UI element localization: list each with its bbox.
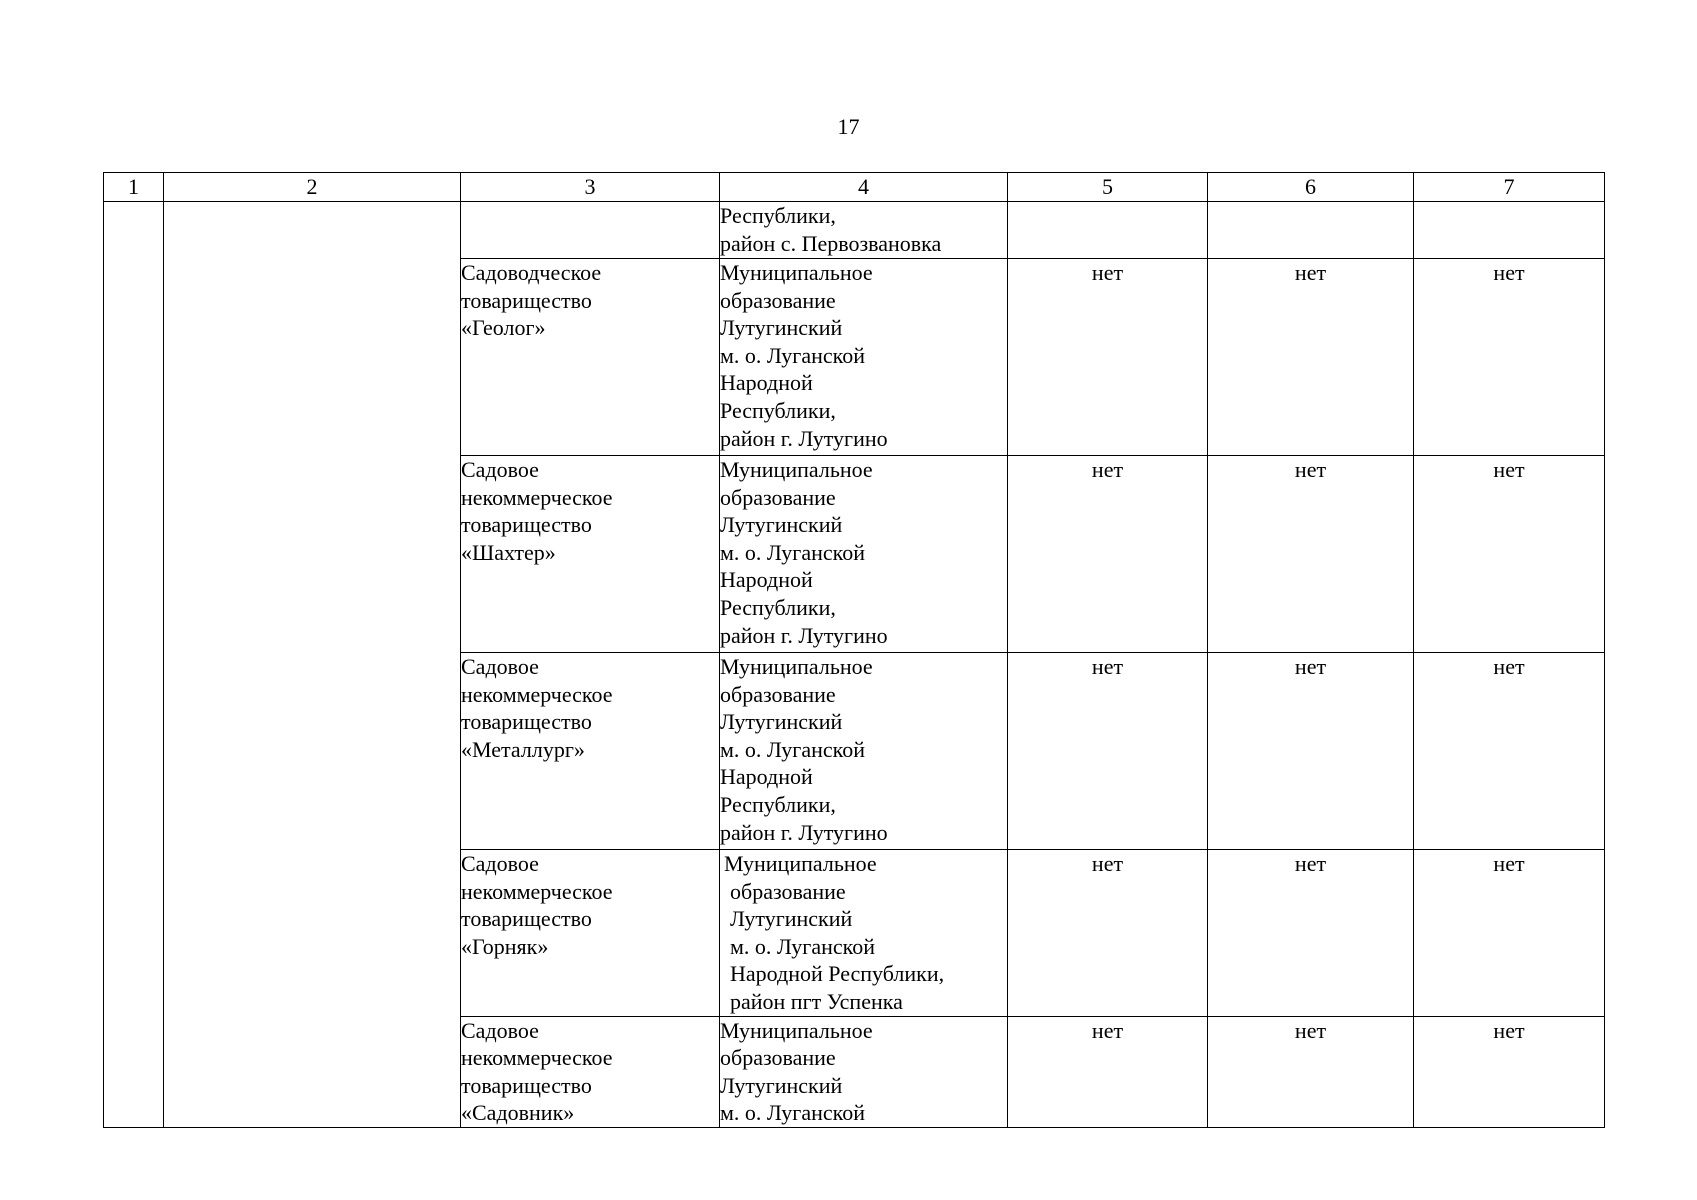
table-row [104,202,1605,259]
cell-organization [461,653,720,850]
registry-table [103,172,1605,1128]
cell-col-1-merged [104,202,164,1128]
location-line: м. о. Луганской [720,539,865,565]
cell-organization [461,202,720,259]
cell-col-5: нет [1008,850,1208,1017]
cell-location [720,850,1008,1017]
organization-line: «Шахтер» [461,539,556,565]
organization-line: товарищество [461,709,592,735]
location-line: Республики, [720,594,836,620]
location-line: район г. Лутугино [720,819,888,845]
cell-col-5: нет [1008,1016,1208,1127]
cell-location [720,259,1008,456]
location-line: образование [720,681,836,707]
location-line: Лутугинский [720,512,843,538]
location-line: Муниципальное [720,1017,873,1043]
cell-col-6: нет [1208,850,1414,1017]
cell-col-5: нет [1008,456,1208,653]
location-line: образование [720,1045,836,1071]
organization-line: Садовое [461,851,539,876]
header-row [104,173,1605,202]
location-line: Народной [720,567,813,593]
organization-line: Садовое [461,1017,539,1043]
location-line: Республики, [720,791,836,817]
location-line: образование [730,878,846,904]
organization-line: товарищество [461,1072,592,1098]
cell-col-6: нет [1208,1016,1414,1127]
location-line: образование [720,287,836,313]
cell-col-2-merged [164,202,461,1128]
cell-organization [461,456,720,653]
page-number: 17 [837,114,860,139]
cell-col-6: нет [1208,653,1414,850]
organization-line: некоммерческое [461,484,613,510]
organization-line: некоммерческое [461,1045,613,1071]
organization-line: «Горняк» [461,933,549,959]
location-line: Муниципальное [720,654,873,679]
location-line: образование [720,484,836,510]
location-line: Республики, [720,203,836,228]
cell-organization [461,1016,720,1127]
header-col-3: 3 [461,173,720,202]
organization-line: «Садовник» [461,1100,575,1126]
cell-col-6 [1208,202,1414,259]
location-line: Муниципальное [724,851,877,876]
cell-col-6: нет [1208,259,1414,456]
location-line: район г. Лутугино [720,622,888,648]
location-line: м. о. Луганской [720,1100,865,1126]
cell-location [720,1016,1008,1127]
cell-col-5 [1008,202,1208,259]
organization-line: Садовое [461,654,539,679]
header-col-7: 7 [1414,173,1605,202]
organization-line: «Металлург» [461,736,585,762]
organization-line: товарищество [461,512,592,538]
location-line: Лутугинский [730,906,853,932]
cell-col-5: нет [1008,259,1208,456]
location-line: Муниципальное [720,260,873,285]
organization-line: некоммерческое [461,878,613,904]
cell-col-7: нет [1414,653,1605,850]
header-col-1: 1 [104,173,164,202]
location-line: район г. Лутугино [720,425,888,451]
cell-location [720,202,1008,259]
location-line: район с. Первозвановка [720,230,942,256]
location-line: м. о. Луганской [720,342,865,368]
cell-col-7: нет [1414,259,1605,456]
cell-location [720,653,1008,850]
header-col-4: 4 [720,173,1008,202]
cell-col-7: нет [1414,456,1605,653]
organization-line: товарищество [461,906,592,932]
cell-col-7 [1414,202,1605,259]
location-line: район пгт Успенка [730,988,903,1014]
header-col-2: 2 [164,173,461,202]
organization-line: Садоводческое [461,260,602,285]
header-col-5: 5 [1008,173,1208,202]
location-line: Народной [720,764,813,790]
cell-location [720,456,1008,653]
location-line: Республики, [720,397,836,423]
location-line: Лутугинский [720,315,843,341]
location-line: Лутугинский [720,709,843,735]
cell-col-6: нет [1208,456,1414,653]
location-line: Лутугинский [720,1072,843,1098]
cell-organization [461,850,720,1017]
organization-line: некоммерческое [461,681,613,707]
location-line: Народной Республики, [730,961,945,987]
location-line: м. о. Луганской [720,736,865,762]
cell-organization [461,259,720,456]
cell-col-7: нет [1414,1016,1605,1127]
location-line: Народной [720,370,813,396]
organization-line: Садовое [461,457,539,482]
cell-col-7: нет [1414,850,1605,1017]
location-line: Муниципальное [720,457,873,482]
cell-col-5: нет [1008,653,1208,850]
header-col-6: 6 [1208,173,1414,202]
organization-line: товарищество [461,287,592,313]
location-line: м. о. Луганской [730,933,875,959]
organization-line: «Геолог» [461,315,546,341]
